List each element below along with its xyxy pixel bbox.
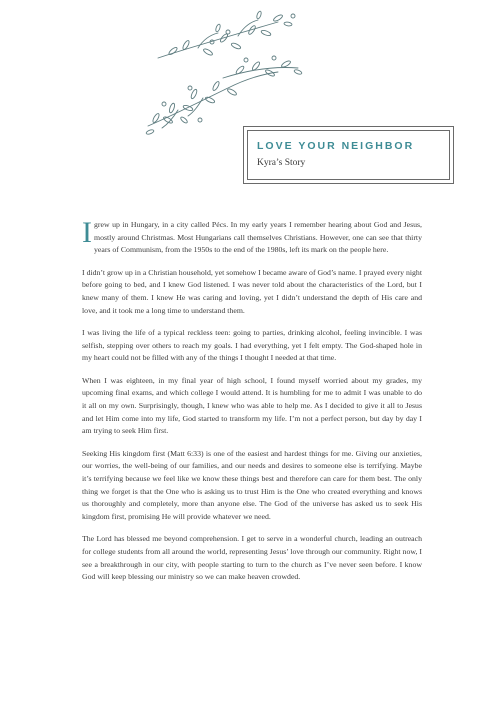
story-paragraph-2: I didn’t grow up in a Christian household, yet somehow I became aware of God’s name. I prayed every night before going to bed, and I knew God listened. I was never told about the characteristics of the Lord, but I knew many of them. I knew He was caring and loving, yet I didn’t understand the depth of His care and love, and it took me a long time to understand them. [82, 267, 422, 315]
story-paragraph-1: Igrew up in Hungary, in a city called Pécs. In my early years I remember hearing about God and Jesus, mostly around Christmas. Most Hungarians call themselves Christians. However, one can see that thirty years of Communism, from the 1950s to the end of the 1980s, left its mark on the people here. [82, 216, 422, 255]
story-paragraph-6: The Lord has blessed me beyond comprehension. I get to serve in a wonderful church, leading an outreach for college students from all around the world, representing Jesus’ love through our community. Right now, I see a breakthrough in our city, with people starting to turn to the church as I’ve never seen before. I know God will keep blessing our ministry so we can make heaven crowded. [82, 534, 422, 582]
chapter-title: LOVE YOUR NEIGHBOR [257, 140, 415, 152]
botanical-branch-icon [128, 8, 308, 140]
title-box [243, 126, 454, 184]
story-paragraph-4: When I was eighteen, in my final year of high school, I found myself worried about my grades, my upcoming final exams, and which college I would attend. It is humbling for me to admit I was unable to do it all on my own. Surprisingly, though, I knew who was able to help me. As I decided to give it all to Jesus and let Him come into my life, God started to transform my life. I’m not a perfect person, but day by day I am trying to seek Him first. [82, 375, 422, 436]
drop-cap: I [82, 216, 92, 249]
story-paragraph-3: I was living the life of a typical reckless teen: going to parties, drinking alcohol, feeling invincible. I was selfish, stepping over others to reach my goals. I had everything, yet I felt empty. The God-shaped hole in my heart could not be filled with any of the things I thought I needed at that time. [82, 327, 422, 363]
chapter-subtitle: Kyra’s Story [257, 158, 306, 168]
story-body [82, 216, 422, 594]
story-paragraph-5: Seeking His kingdom first (Matt 6:33) is one of the easiest and hardest things for me. Giving our anxieties, our worries, the well-being of our families, and our needs and desires to someone else is terrifying. Maybe it’s terrifying because we feel like we know these things best and therefore can care for them best. The only thing we forget is that the One who is asking us to trust Him is the One who created everything and knows us thoroughly and completely, more than anyone else. The God of the universe has asked us to seek His kingdom first, promising He will provide whatever we need. [82, 448, 422, 522]
